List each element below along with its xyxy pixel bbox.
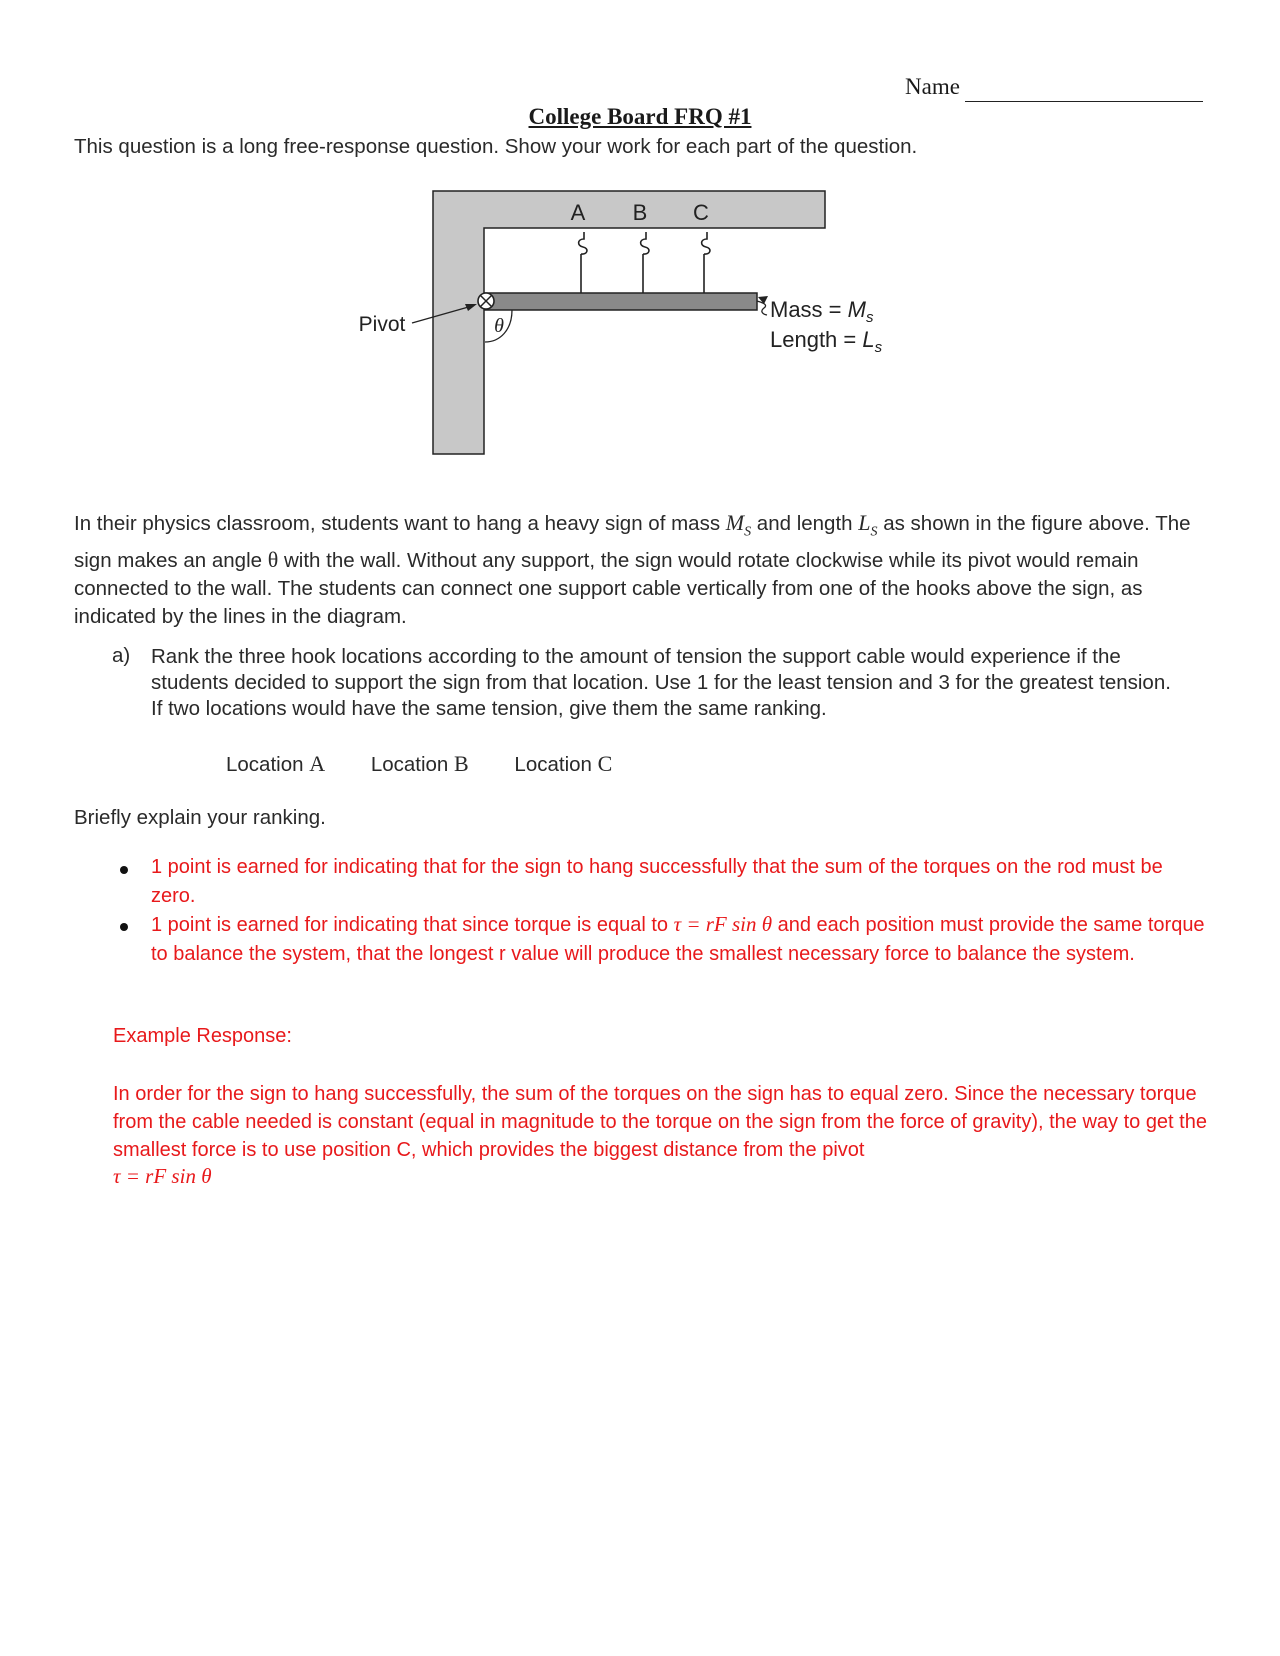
bullet-dot-2: [120, 923, 128, 931]
hook-label-a: A: [570, 200, 586, 225]
angle-label: θ: [494, 315, 504, 337]
location-b[interactable]: Location B: [370, 751, 469, 776]
scoring-bullet-1: 1 point is earned for indicating that for the sign to hang successfully that the sum of the torques on the rod must be zero.: [151, 856, 1163, 907]
pivot-label: Pivot: [358, 313, 406, 336]
scoring-bullet-2: 1 point is earned for indicating that since torque is equal to τ = rF sin θ and each position must provide the same torque to balance the system, that the longest r value will produce the smallest necessary force to balance the system.: [151, 912, 1205, 965]
hook-a: [579, 232, 587, 295]
torque-equation: τ = rF sin θ: [113, 1164, 212, 1188]
wall-and-ceiling: [433, 191, 825, 454]
location-c[interactable]: Location C: [514, 751, 613, 776]
problem-paragraph: In their physics classroom, students want to hang a heavy sign of mass $M_S$ and length $L_S$ as shown in the figure above. The sign makes an angle θ with the wall. Without any support, the sign would rotate clockwise while its pivot would remain connected to the wall. The students can connect one support cable vertically from one of the hooks above the sign, as indicated by the lines in the diagram.: [74, 510, 1191, 629]
intro-text: This question is a long free-response question. Show your work for each part of the question.: [74, 135, 918, 158]
length-label: Length = $L_s$: [770, 327, 883, 356]
sign-diagram: [330, 190, 930, 480]
example-response-label: Example Response:: [113, 1025, 292, 1047]
bullet-dot-1: [120, 866, 128, 874]
example-response-text: In order for the sign to hang successfully, the sum of the torques on the sign has to equal zero. Since the necessary torque from the cable needed is constant (equal in magnitude to the torque on the sign from the force of gravity), the way to get the smallest force is to use position C, which provides the biggest distance from the pivot: [113, 1083, 1207, 1161]
part-a-question: Rank the three hook locations according to the amount of tension the support cable would experience if the students decided to support the sign from that location. Use 1 for the least tension and 3 for the greatest tension. If two locations would have the same tension, give them the same ranking.: [151, 645, 1171, 720]
hook-label-b: B: [632, 200, 648, 225]
location-ranking-row: [226, 751, 652, 777]
mass-label: Mass = $M_s$: [770, 297, 874, 326]
rod-pointer: [757, 301, 767, 315]
location-a[interactable]: Location A: [226, 751, 326, 776]
pivot-icon: [478, 293, 494, 309]
page-title: College Board FRQ #1: [528, 104, 752, 129]
explain-prompt: Briefly explain your ranking.: [74, 806, 326, 829]
name-blank-line[interactable]: [965, 101, 1203, 102]
hook-c: [702, 232, 710, 295]
hook-b: [641, 232, 649, 295]
part-a-label: a): [112, 644, 131, 667]
name-label: Name: [905, 74, 960, 99]
hook-label-c: C: [693, 200, 709, 225]
rod-pointer-arrowhead: [758, 296, 768, 304]
sign-rod: [485, 293, 757, 310]
